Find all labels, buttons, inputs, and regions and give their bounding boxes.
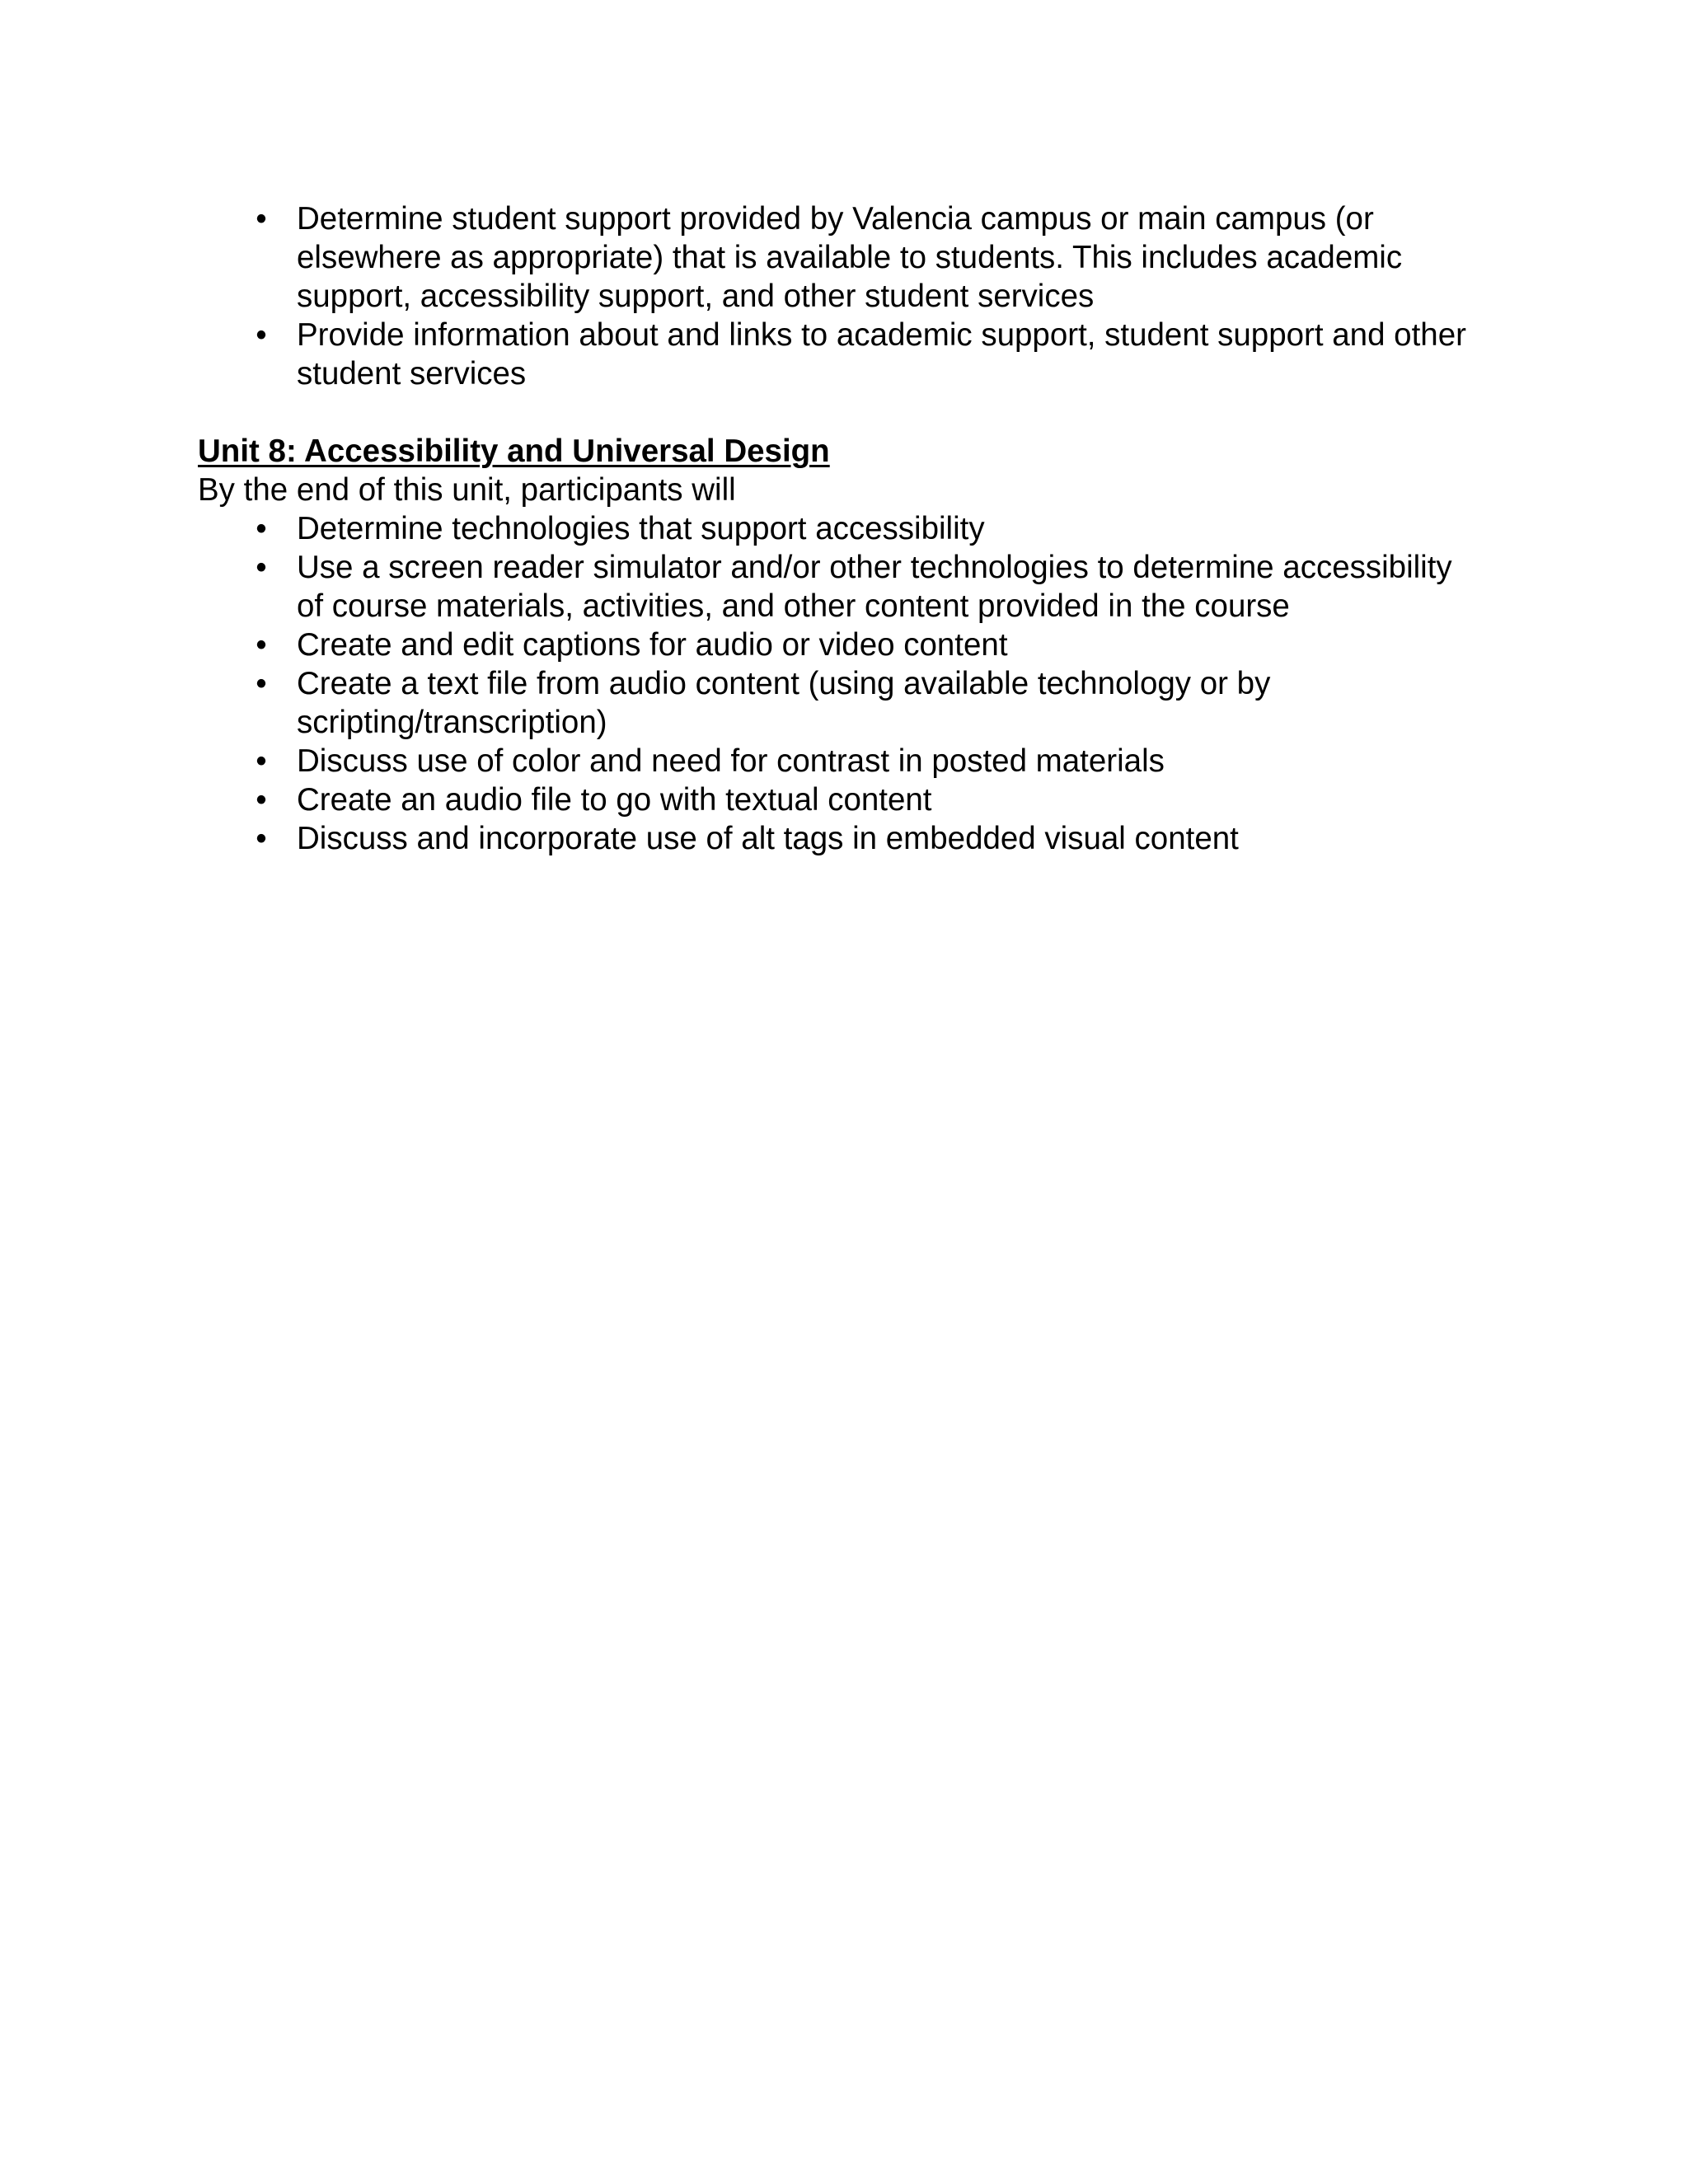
list-item (198, 509, 1484, 548)
unit-intro: By the end of this unit, participants will (198, 472, 736, 508)
bullet-icon: • (256, 550, 267, 585)
section-spacer (198, 393, 1484, 432)
bullet-icon: • (256, 317, 267, 353)
document-body (198, 199, 1484, 858)
list-item (198, 780, 1484, 819)
bullet-icon: • (256, 627, 267, 663)
list-item-text: Determine technologies that support accessibility (297, 511, 985, 546)
list-item-text: Discuss and incorporate use of alt tags in embedded visual content (297, 821, 1239, 856)
list-item (198, 316, 1484, 393)
bullet-icon: • (256, 743, 267, 779)
list-item (198, 199, 1484, 316)
list-item-text: Provide information about and links to academic support, student support and other student services (297, 317, 1466, 391)
bullet-icon: • (256, 201, 267, 237)
bullet-icon: • (256, 782, 267, 818)
bullet-icon: • (256, 511, 267, 546)
list-item-text: Create a text file from audio content (using available technology or by scripting/transcription) (297, 666, 1271, 740)
list-item-text: Create an audio file to go with textual content (297, 782, 932, 818)
unit-objectives-list (198, 509, 1484, 858)
unit-heading: Unit 8: Accessibility and Universal Design (198, 434, 830, 469)
list-item (198, 664, 1484, 742)
bullet-icon: • (256, 821, 267, 856)
list-item (198, 819, 1484, 858)
list-item (198, 742, 1484, 780)
list-item-text: Create and edit captions for audio or video content (297, 627, 1008, 663)
bullet-icon: • (256, 666, 267, 701)
list-item-text: Determine student support provided by Valencia campus or main campus (or elsewhere as appropriate) that is available to students. This includes academic support, accessibility support, and other student services (297, 201, 1403, 314)
list-item (198, 548, 1484, 626)
list-item (198, 626, 1484, 664)
continued-bullet-list (198, 199, 1484, 393)
list-item-text: Use a screen reader simulator and/or other technologies to determine accessibility of course materials, activities, and other content provided in the course (297, 550, 1452, 624)
list-item-text: Discuss use of color and need for contrast in posted materials (297, 743, 1165, 779)
